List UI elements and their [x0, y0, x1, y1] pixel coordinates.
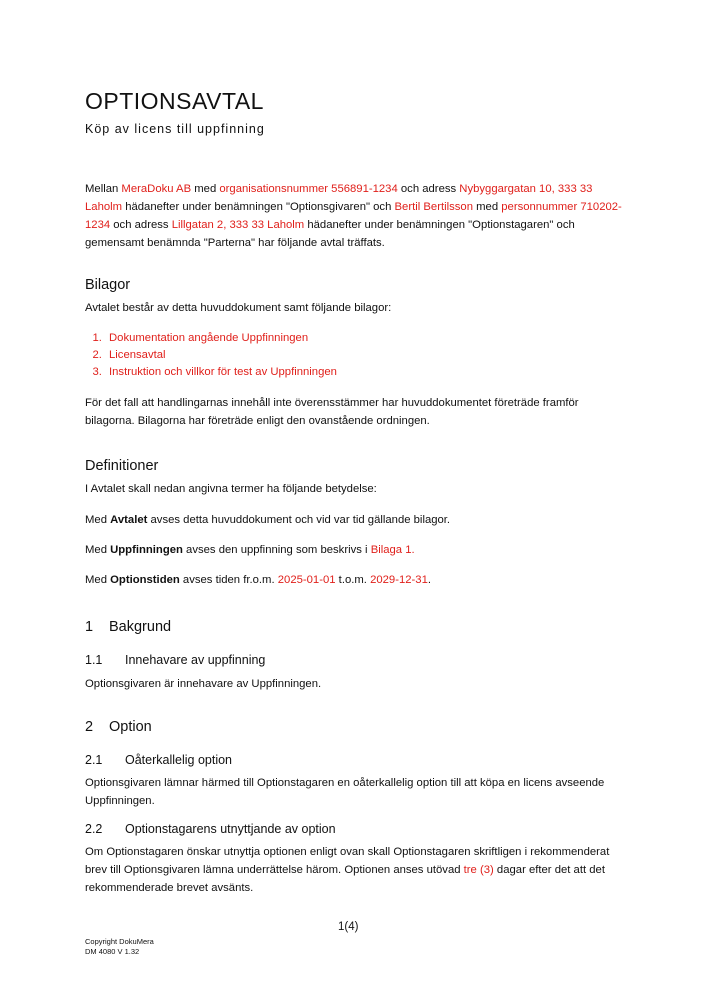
- option-end-date: 2029-12-31: [370, 574, 428, 586]
- definitioner-lead: I Avtalet skall nedan angivna termer ha följande betydelse:: [85, 483, 377, 495]
- taker-address: Lillgatan 2, 333 33 Laholm: [171, 219, 305, 231]
- notice-days: tre (3): [463, 864, 494, 876]
- bilagor-precedence: För det fall att handlingarnas innehåll inte överensstämmer har huvuddokumentet företräde framför bilagorna. Bilagorna har företräde enligt den ovanstående ordningen.: [85, 397, 579, 427]
- list-item: 2. Licensavtal: [105, 347, 337, 364]
- giver-orgnr: organisationsnummer 556891-1234: [219, 183, 398, 195]
- page-number: 1(4): [338, 921, 359, 933]
- taker-name: Bertil Bertilsson: [394, 201, 473, 213]
- taker-pnr: personnummer 710202-1234: [85, 201, 622, 231]
- document-title: OPTIONSAVTAL: [85, 88, 264, 114]
- document-subtitle: Köp av licens till uppfinning: [85, 122, 265, 136]
- list-item: 3. Instruktion och villkor för test av Uppfinningen: [105, 364, 337, 381]
- list-item: 1. Dokumentation angående Uppfinningen: [105, 330, 337, 347]
- heading-bilagor: Bilagor: [85, 277, 131, 293]
- intro-paragraph: Mellan MeraDoku AB med organisationsnummer 556891-1234 och adress Nybyggargatan 10, 333 33 Laholm hädanefter under benämningen "Optionsgivaren" och Bertil Bertilsson med personnummer 710202-1234 och adress Lillgatan 2, 333 33 Laholm hädanefter under benämningen "Optionstagaren" och gemensamt benämnda "Parterna" har följande avtal träffats.: [85, 183, 622, 249]
- section-1-1-text: Optionsgivaren är innehavare av Uppfinningen.: [85, 678, 322, 690]
- bilagor-list: [85, 330, 337, 381]
- copyright: Copyright DokuMera: [85, 937, 154, 946]
- heading-section-2-2: 2.2 Optionstagarens utnyttjande av option: [85, 822, 336, 836]
- definition-optionstiden: Med Optionstiden avses tiden fr.o.m. 2025-01-01 t.o.m. 2029-12-31.: [85, 574, 432, 586]
- heading-section-2-1: 2.1 Oåterkallelig option: [85, 753, 233, 767]
- definition-uppfinningen: Med Uppfinningen avses den uppfinning som beskrivs i Bilaga 1.: [85, 544, 415, 556]
- giver-name: MeraDoku AB: [121, 183, 192, 195]
- heading-section-2: 2 Option: [85, 719, 152, 735]
- section-2-2-text: Om Optionstagaren önskar utnyttja optionen enligt ovan skall Optionstagaren skriftligen i rekommenderat brev till Optionsgivaren lämna underrättelse härom. Optionen anses utövad tre (3) dagar efter det att det rekommenderade brevet avsänts.: [85, 846, 610, 894]
- document-page: [85, 0, 625, 1000]
- heading-section-1-1: 1.1 Innehavare av uppfinning: [85, 653, 266, 667]
- giver-address: Nybyggargatan 10, 333 33 Laholm: [85, 183, 593, 213]
- heading-definitioner: Definitioner: [85, 458, 159, 474]
- heading-section-1: 1 Bakgrund: [85, 619, 172, 635]
- section-2-1-text: Optionsgivaren lämnar härmed till Optionstagaren en oåterkallelig option till att köpa en licens avseende Uppfinningen.: [85, 777, 605, 807]
- version-code: DM 4080 V 1.32: [85, 947, 140, 956]
- bilagor-lead: Avtalet består av detta huvuddokument samt följande bilagor:: [85, 302, 392, 314]
- definition-avtalet: Med Avtalet avses detta huvuddokument och vid var tid gällande bilagor.: [85, 514, 451, 526]
- bilaga-reference: Bilaga 1.: [370, 544, 415, 556]
- option-start-date: 2025-01-01: [277, 574, 336, 586]
